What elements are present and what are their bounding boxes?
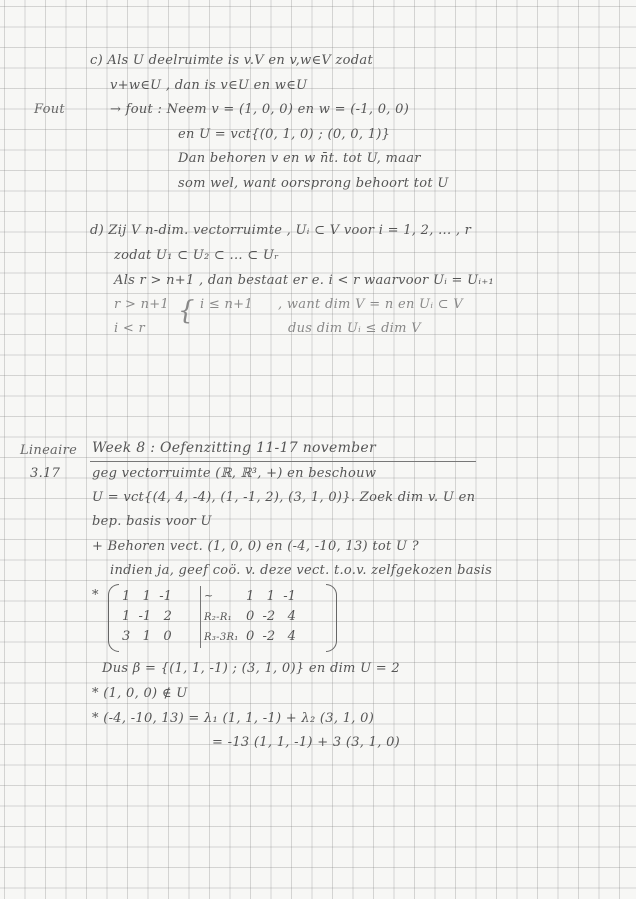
- c-line-1: c) Als U deelruimte is v.V en v,w∈V zodat: [90, 53, 374, 68]
- ex-line-3: bep. basis voor U: [92, 514, 212, 529]
- matrix-op-1: ~: [204, 589, 214, 602]
- margin-label-fout: Fout: [34, 102, 65, 117]
- matrix-right-close-bracket: [326, 584, 337, 652]
- d-line-2: zodat U₁ ⊂ U₂ ⊂ ... ⊂ Uᵣ: [114, 248, 279, 263]
- matrix-right-row-1: 1 1 -1: [246, 589, 296, 604]
- d-brace: {: [178, 296, 195, 326]
- ex-line-5: indien ja, geef coö. v. deze vect. t.o.v. zelfgekozen basis: [110, 563, 493, 578]
- matrix-left-row-3: 3 1 0: [122, 629, 172, 644]
- ex-line-2: U = vct{(4, 4, -4), (1, -1, 2), (3, 1, 0)}. Zoek dim v. U en: [92, 490, 476, 505]
- d-line-1: d) Zij V n-dim. vectorruimte , Uᵢ ⊂ V voor i = 1, 2, ... , r: [90, 223, 472, 238]
- matrix-left-row-1: 1 1 -1: [122, 589, 172, 604]
- c-line-5: Dan behoren v en w n̄t. tot U, maar: [178, 151, 421, 166]
- matrix-left-row-2: 1 -1 2: [122, 609, 172, 624]
- matrix-star: *: [92, 588, 99, 603]
- c-line-2: v+w∈U , dan is v∈U en w∈U: [110, 78, 308, 93]
- d-line-5a: i < r: [114, 321, 146, 336]
- matrix-left-open-bracket: [108, 584, 119, 652]
- matrix-op-2: R₂-R₁: [204, 612, 232, 623]
- margin-label-lineaire: Lineaire: [20, 443, 78, 458]
- d-line-4b: i ≤ n+1: [200, 297, 253, 312]
- ex-line-7: * (1, 0, 0) ∉ U: [92, 686, 188, 701]
- week-underline: [90, 461, 476, 462]
- week-title: Week 8 : Oefenzitting 11-17 november: [92, 440, 376, 456]
- c-line-3: → fout : Neem v = (1, 0, 0) en w = (-1, 0, 0): [110, 102, 410, 117]
- ex-line-1: geg vectorruimte (ℝ, ℝ³, +) en beschouw: [92, 466, 377, 481]
- ex-line-9: = -13 (1, 1, -1) + 3 (3, 1, 0): [212, 735, 401, 750]
- ex-line-6: Dus β = {(1, 1, -1) ; (3, 1, 0)} en dim U = 2: [102, 661, 400, 676]
- ex-line-4: + Behoren vect. (1, 0, 0) en (-4, -10, 13) tot U ?: [92, 539, 419, 554]
- c-line-6: som wel, want oorsprong behoort tot U: [178, 176, 449, 191]
- matrix-right-row-3: 0 -2 4: [246, 629, 296, 644]
- d-line-3: Als r > n+1 , dan bestaat er e. i < r waarvoor Uᵢ = Uᵢ₊₁: [114, 273, 495, 288]
- matrix-right-row-2: 0 -2 4: [246, 609, 296, 624]
- d-line-4a: r > n+1: [114, 297, 170, 312]
- matrix-left-separator: [200, 586, 201, 648]
- c-line-4: en U = vct{(0, 1, 0) ; (0, 0, 1)}: [178, 127, 391, 142]
- d-line-5b: dus dim Uᵢ ≤ dim V: [288, 321, 421, 336]
- d-line-4c: , want dim V = n en Uᵢ ⊂ V: [278, 297, 463, 312]
- exercise-number: 3.17: [30, 466, 61, 481]
- matrix-op-3: R₃-3R₁: [204, 632, 239, 643]
- ex-line-8: * (-4, -10, 13) = λ₁ (1, 1, -1) + λ₂ (3, 1, 0): [92, 711, 375, 726]
